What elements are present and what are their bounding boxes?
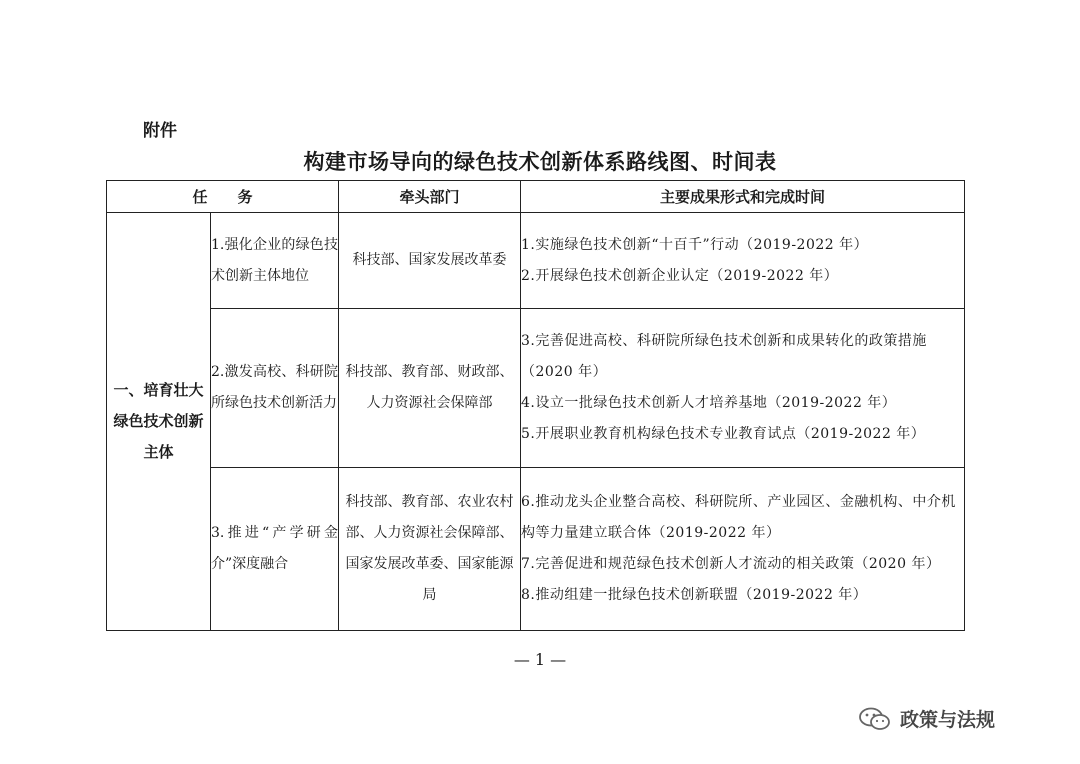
watermark — [858, 705, 995, 732]
result-item: 7.完善促进和规范绿色技术创新人才流动的相关政策（2020 年） — [521, 556, 941, 572]
table-row — [107, 468, 965, 631]
attachment-label: 附件 — [143, 121, 177, 141]
dept-cell: 科技部、国家发展改革委 — [339, 213, 521, 309]
header-lead-dept: 牵头部门 — [339, 181, 521, 213]
result-item: 2.开展绿色技术创新企业认定（2019-2022 年） — [521, 267, 839, 284]
results-cell — [521, 468, 965, 631]
header-results: 主要成果形式和完成时间 — [521, 181, 965, 213]
results-cell — [521, 309, 965, 468]
dept-cell: 科技部、教育部、农业农村部、人力资源社会保障部、国家发展改革委、国家能源局 — [339, 468, 521, 631]
table-row — [107, 213, 965, 309]
wechat-icon — [858, 707, 892, 731]
result-item: 3.完善促进高校、科研院所绿色技术创新和成果转化的政策措施（2020 年） — [521, 333, 927, 380]
result-item: 6.推动龙头企业整合高校、科研院所、产业园区、金融机构、中介机构等力量建立联合体（2019-2022 年） — [521, 494, 956, 541]
task-cell: 3.推进“产学研金介”深度融合 — [211, 468, 339, 631]
category-cell: 一、培育壮大绿色技术创新主体 — [107, 213, 211, 631]
result-item: 8.推动组建一批绿色技术创新联盟（2019-2022 年） — [521, 587, 868, 603]
roadmap-table — [106, 180, 965, 631]
document-title: 构建市场导向的绿色技术创新体系路线图、时间表 — [303, 149, 777, 174]
result-item: 5.开展职业教育机构绿色技术专业教育试点（2019-2022 年） — [521, 426, 926, 442]
dept-cell: 科技部、教育部、财政部、人力资源社会保障部 — [339, 309, 521, 468]
task-cell: 1.强化企业的绿色技术创新主体地位 — [211, 213, 339, 309]
results-cell — [521, 213, 965, 309]
task-cell: 2.激发高校、科研院所绿色技术创新活力 — [211, 309, 339, 468]
table-row — [107, 309, 965, 468]
watermark-text: 政策与法规 — [900, 709, 996, 731]
result-item: 4.设立一批绿色技术创新人才培养基地（2019-2022 年） — [521, 395, 897, 411]
header-task: 任务 — [107, 181, 339, 213]
result-item: 1.实施绿色技术创新“十百千”行动（2019-2022 年） — [521, 236, 869, 253]
page-number: — 1 — — [513, 650, 567, 669]
table-header-row — [107, 181, 965, 213]
